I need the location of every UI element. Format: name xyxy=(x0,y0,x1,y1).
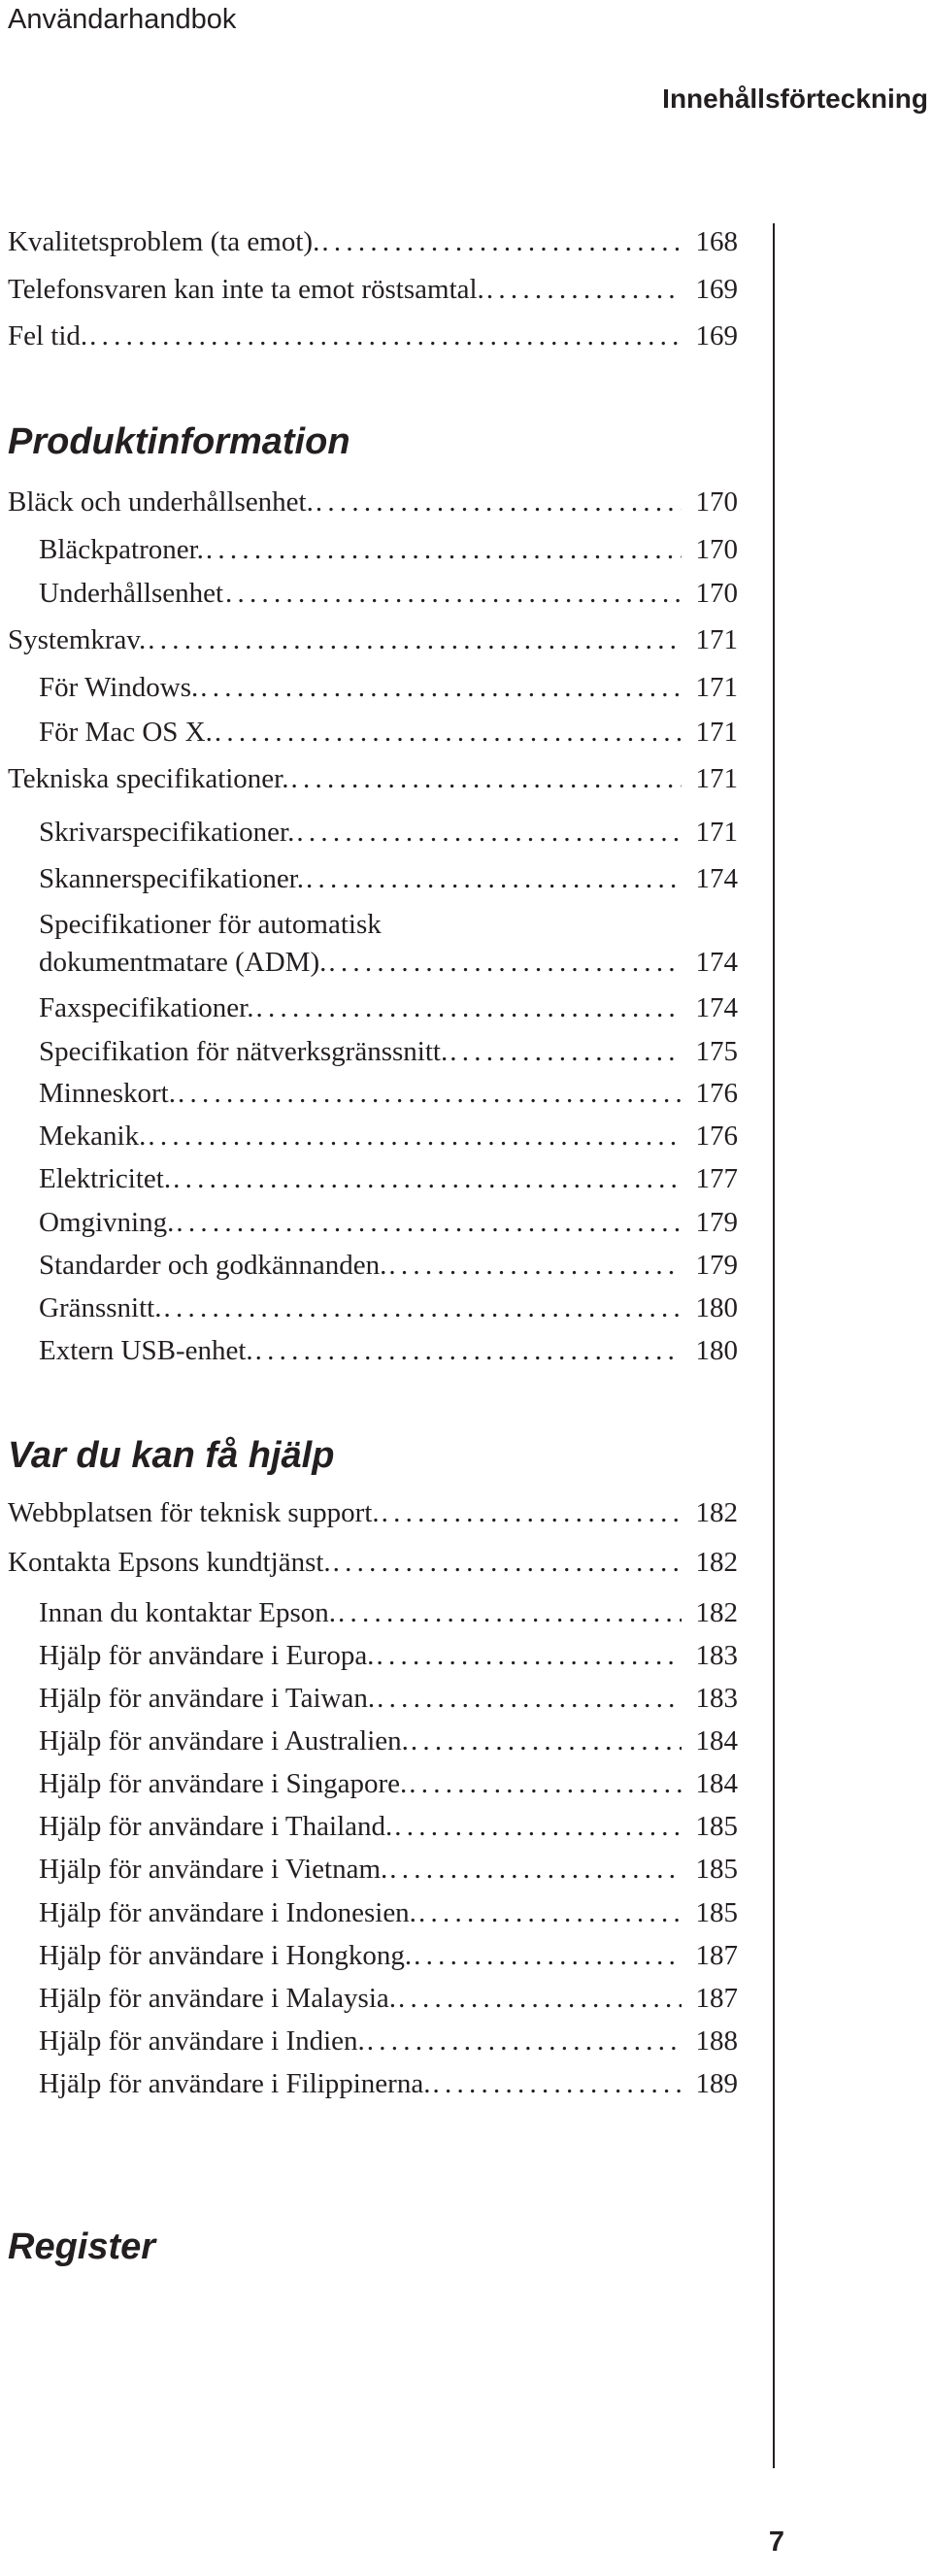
toc-leader xyxy=(380,1496,682,1529)
toc-leader xyxy=(374,1639,682,1672)
toc-leader xyxy=(171,1162,682,1195)
toc-leader xyxy=(387,1853,682,1886)
toc-leader xyxy=(294,816,682,849)
toc-entry-title: dokumentmatare (ADM). xyxy=(39,947,327,978)
toc-entry-page: 180 xyxy=(695,1292,738,1323)
toc-entry-title: Specifikation för nätverksgränssnitt. xyxy=(39,1036,449,1067)
toc-entry-page: 168 xyxy=(695,226,738,257)
toc-entry-page: 182 xyxy=(695,1547,738,1578)
toc-leader xyxy=(409,1724,682,1757)
toc-entry[interactable] xyxy=(39,1982,738,2015)
toc-leader xyxy=(161,1291,682,1324)
toc-entry-page: 188 xyxy=(695,2025,738,2057)
toc-leader xyxy=(365,2024,682,2057)
toc-entry-page: 187 xyxy=(695,1983,738,2014)
toc-entry[interactable] xyxy=(39,1767,738,1800)
toc-leader xyxy=(146,1120,682,1153)
toc-entry-page: 183 xyxy=(695,1683,738,1714)
toc-entry[interactable] xyxy=(39,1120,738,1153)
toc-entry[interactable] xyxy=(39,1639,738,1672)
toc-leader xyxy=(204,533,682,566)
toc-leader xyxy=(326,946,682,979)
toc-entry-title: Fel tid. xyxy=(8,320,88,351)
toc-entry-page: 171 xyxy=(695,672,738,703)
toc-entry-page: 174 xyxy=(695,947,738,978)
toc-entry[interactable] xyxy=(8,319,738,352)
toc-entry-title: Hjälp för användare i Australien. xyxy=(39,1725,409,1756)
toc-entry-title: Faxspecifikationer. xyxy=(39,992,254,1023)
toc-entry-page: 170 xyxy=(695,534,738,565)
toc-entry-title: Innan du kontaktar Epson. xyxy=(39,1597,337,1628)
book-title: Användarhandbok xyxy=(8,4,237,35)
toc-entry[interactable] xyxy=(8,1546,738,1579)
toc-entry-page: 182 xyxy=(695,1497,738,1528)
toc-entry[interactable] xyxy=(39,816,738,849)
toc-entry-title: Underhållsenhet xyxy=(39,578,224,609)
toc-entry[interactable] xyxy=(39,1035,738,1068)
toc-entry-page: 176 xyxy=(695,1121,738,1152)
toc-entry-title: Hjälp för användare i Europa. xyxy=(39,1640,375,1671)
toc-entry-title: Extern USB-enhet. xyxy=(39,1335,253,1366)
toc-leader xyxy=(448,1035,682,1068)
toc-entry[interactable] xyxy=(39,946,738,979)
toc-entry-page: 185 xyxy=(695,1811,738,1842)
toc-entry[interactable] xyxy=(8,273,738,306)
toc-entry-title: Gränssnitt. xyxy=(39,1292,162,1323)
toc-leader xyxy=(289,762,682,795)
toc-leader xyxy=(223,577,682,610)
toc-entry-page: 183 xyxy=(695,1640,738,1671)
toc-entry-title: Webbplatsen för teknisk support. xyxy=(8,1497,380,1528)
toc-leader xyxy=(176,1077,682,1110)
toc-leader xyxy=(314,485,682,519)
toc-entry-page: 171 xyxy=(695,624,738,655)
toc-entry-title: Bläck och underhållsenhet. xyxy=(8,486,314,518)
toc-entry-title: Kontakta Epsons kundtjänst. xyxy=(8,1547,331,1578)
toc-entry[interactable] xyxy=(39,1077,738,1110)
toc-entry[interactable] xyxy=(8,623,738,656)
toc-entry[interactable] xyxy=(39,1724,738,1757)
toc-entry-title: Elektricitet. xyxy=(39,1163,172,1194)
toc-entry-title: Hjälp för användare i Singapore. xyxy=(39,1768,408,1799)
toc-entry[interactable] xyxy=(8,485,738,519)
toc-leader xyxy=(213,716,682,749)
toc-entry-title: Omgivning. xyxy=(39,1207,175,1238)
toc-entry[interactable] xyxy=(39,1206,738,1239)
toc-entry[interactable] xyxy=(39,716,738,749)
toc-entry-title: Hjälp för användare i Filippinerna. xyxy=(39,2068,431,2099)
toc-leader xyxy=(253,991,682,1024)
toc-entry-title: Hjälp för användare i Hongkong. xyxy=(39,1940,413,1971)
toc-entry-title: Bläckpatroner. xyxy=(39,534,204,565)
toc-entry-title: Minneskort. xyxy=(39,1078,176,1109)
toc-entry-page: 179 xyxy=(695,1207,738,1238)
toc-entry-page: 180 xyxy=(695,1335,738,1366)
toc-entry-page: 171 xyxy=(695,817,738,848)
toc-leader xyxy=(253,1334,682,1367)
toc-entry-title: Hjälp för användare i Vietnam. xyxy=(39,1854,388,1885)
toc-entry-page: 170 xyxy=(695,578,738,609)
toc-entry-title: Hjälp för användare i Thailand. xyxy=(39,1811,393,1842)
toc-entry[interactable] xyxy=(39,1939,738,1972)
toc-leader xyxy=(386,1249,682,1282)
toc-entry[interactable] xyxy=(39,1162,738,1195)
toc-entry[interactable] xyxy=(8,1496,738,1529)
toc-entry-page: 189 xyxy=(695,2068,738,2099)
toc-entry-page: 171 xyxy=(695,763,738,794)
toc-entry-title: Telefonsvaren kan inte ta emot röstsamtal. xyxy=(8,274,484,305)
toc-entry-page: 169 xyxy=(695,320,738,351)
toc-entry-page: 171 xyxy=(695,717,738,748)
toc-entry[interactable] xyxy=(39,1596,738,1629)
toc-entry-page: 187 xyxy=(695,1940,738,1971)
toc-entry-page: 185 xyxy=(695,1897,738,1928)
toc-entry-title: Kvalitetsproblem (ta emot). xyxy=(8,226,320,257)
toc-entry-page: 185 xyxy=(695,1854,738,1885)
toc-entry-page: 174 xyxy=(695,992,738,1023)
toc-leader xyxy=(396,1982,682,2015)
toc-entry-page: 182 xyxy=(695,1597,738,1628)
toc-leader xyxy=(430,2067,682,2100)
section-heading-hjalp[interactable]: Var du kan få hjälp xyxy=(8,1435,335,1476)
toc-entry-page: 177 xyxy=(695,1163,738,1194)
toc-leader xyxy=(407,1767,682,1800)
page-number: 7 xyxy=(768,2526,784,2558)
toc-entry[interactable] xyxy=(39,991,738,1024)
toc-leader xyxy=(319,225,682,258)
toc-entry[interactable] xyxy=(8,225,738,258)
section-heading-register[interactable]: Register xyxy=(8,2226,156,2267)
toc-leader xyxy=(336,1596,682,1629)
toc-entry[interactable] xyxy=(39,862,738,895)
toc-entry[interactable] xyxy=(39,1682,738,1715)
toc-entry-page: 184 xyxy=(695,1768,738,1799)
toc-leader xyxy=(412,1939,682,1972)
toc-entry-title-line1[interactable]: Specifikationer för automatisk xyxy=(39,909,382,940)
toc-entry-page: 179 xyxy=(695,1250,738,1281)
toc-entry-page: 174 xyxy=(695,863,738,894)
toc-entry-page: 170 xyxy=(695,486,738,518)
toc-entry-title: Systemkrav. xyxy=(8,624,147,655)
toc-entry[interactable] xyxy=(39,1896,738,1929)
toc-leader xyxy=(392,1810,682,1843)
toc-entry[interactable] xyxy=(39,1291,738,1324)
toc-entry-title: Skannerspecifikationer. xyxy=(39,863,304,894)
toc-leader xyxy=(416,1896,682,1929)
column-divider xyxy=(773,223,775,2468)
toc-entry-title: Hjälp för användare i Taiwan. xyxy=(39,1683,376,1714)
toc-entry-page: 176 xyxy=(695,1078,738,1109)
section-heading-produktinformation[interactable]: Produktinformation xyxy=(8,421,350,462)
toc-leader xyxy=(146,623,682,656)
toc-entry-title: Mekanik. xyxy=(39,1121,147,1152)
toc-entry-title: Hjälp för användare i Malaysia. xyxy=(39,1983,396,2014)
toc-entry-page: 169 xyxy=(695,274,738,305)
toc-entry[interactable] xyxy=(39,577,738,610)
toc-entry-title: För Mac OS X. xyxy=(39,717,213,748)
toc-entry[interactable] xyxy=(39,533,738,566)
toc-entry-title: Standarder och godkännanden. xyxy=(39,1250,387,1281)
section-title: Innehållsförteckning xyxy=(662,84,928,114)
toc-entry-title: Hjälp för användare i Indonesien. xyxy=(39,1897,416,1928)
toc-leader xyxy=(174,1206,682,1239)
toc-leader xyxy=(331,1546,682,1579)
toc-entry-title: För Windows. xyxy=(39,672,199,703)
toc-entry[interactable] xyxy=(39,671,738,704)
toc-entry-page: 184 xyxy=(695,1725,738,1756)
toc-entry[interactable] xyxy=(39,1853,738,1886)
toc-entry[interactable] xyxy=(39,2067,738,2100)
toc-entry[interactable] xyxy=(39,1334,738,1367)
toc-leader xyxy=(87,319,682,352)
toc-entry[interactable] xyxy=(39,1249,738,1282)
toc-entry-page: 175 xyxy=(695,1036,738,1067)
toc-leader xyxy=(484,273,682,306)
toc-entry[interactable] xyxy=(8,762,738,795)
toc-leader xyxy=(198,671,682,704)
toc-entry-title: Skrivarspecifikationer. xyxy=(39,817,295,848)
toc-entry-title: Tekniska specifikationer. xyxy=(8,763,289,794)
toc-entry[interactable] xyxy=(39,2024,738,2057)
toc-entry-title: Hjälp för användare i Indien. xyxy=(39,2025,365,2057)
toc-leader xyxy=(375,1682,682,1715)
toc-leader xyxy=(304,862,682,895)
toc-entry[interactable] xyxy=(39,1810,738,1843)
